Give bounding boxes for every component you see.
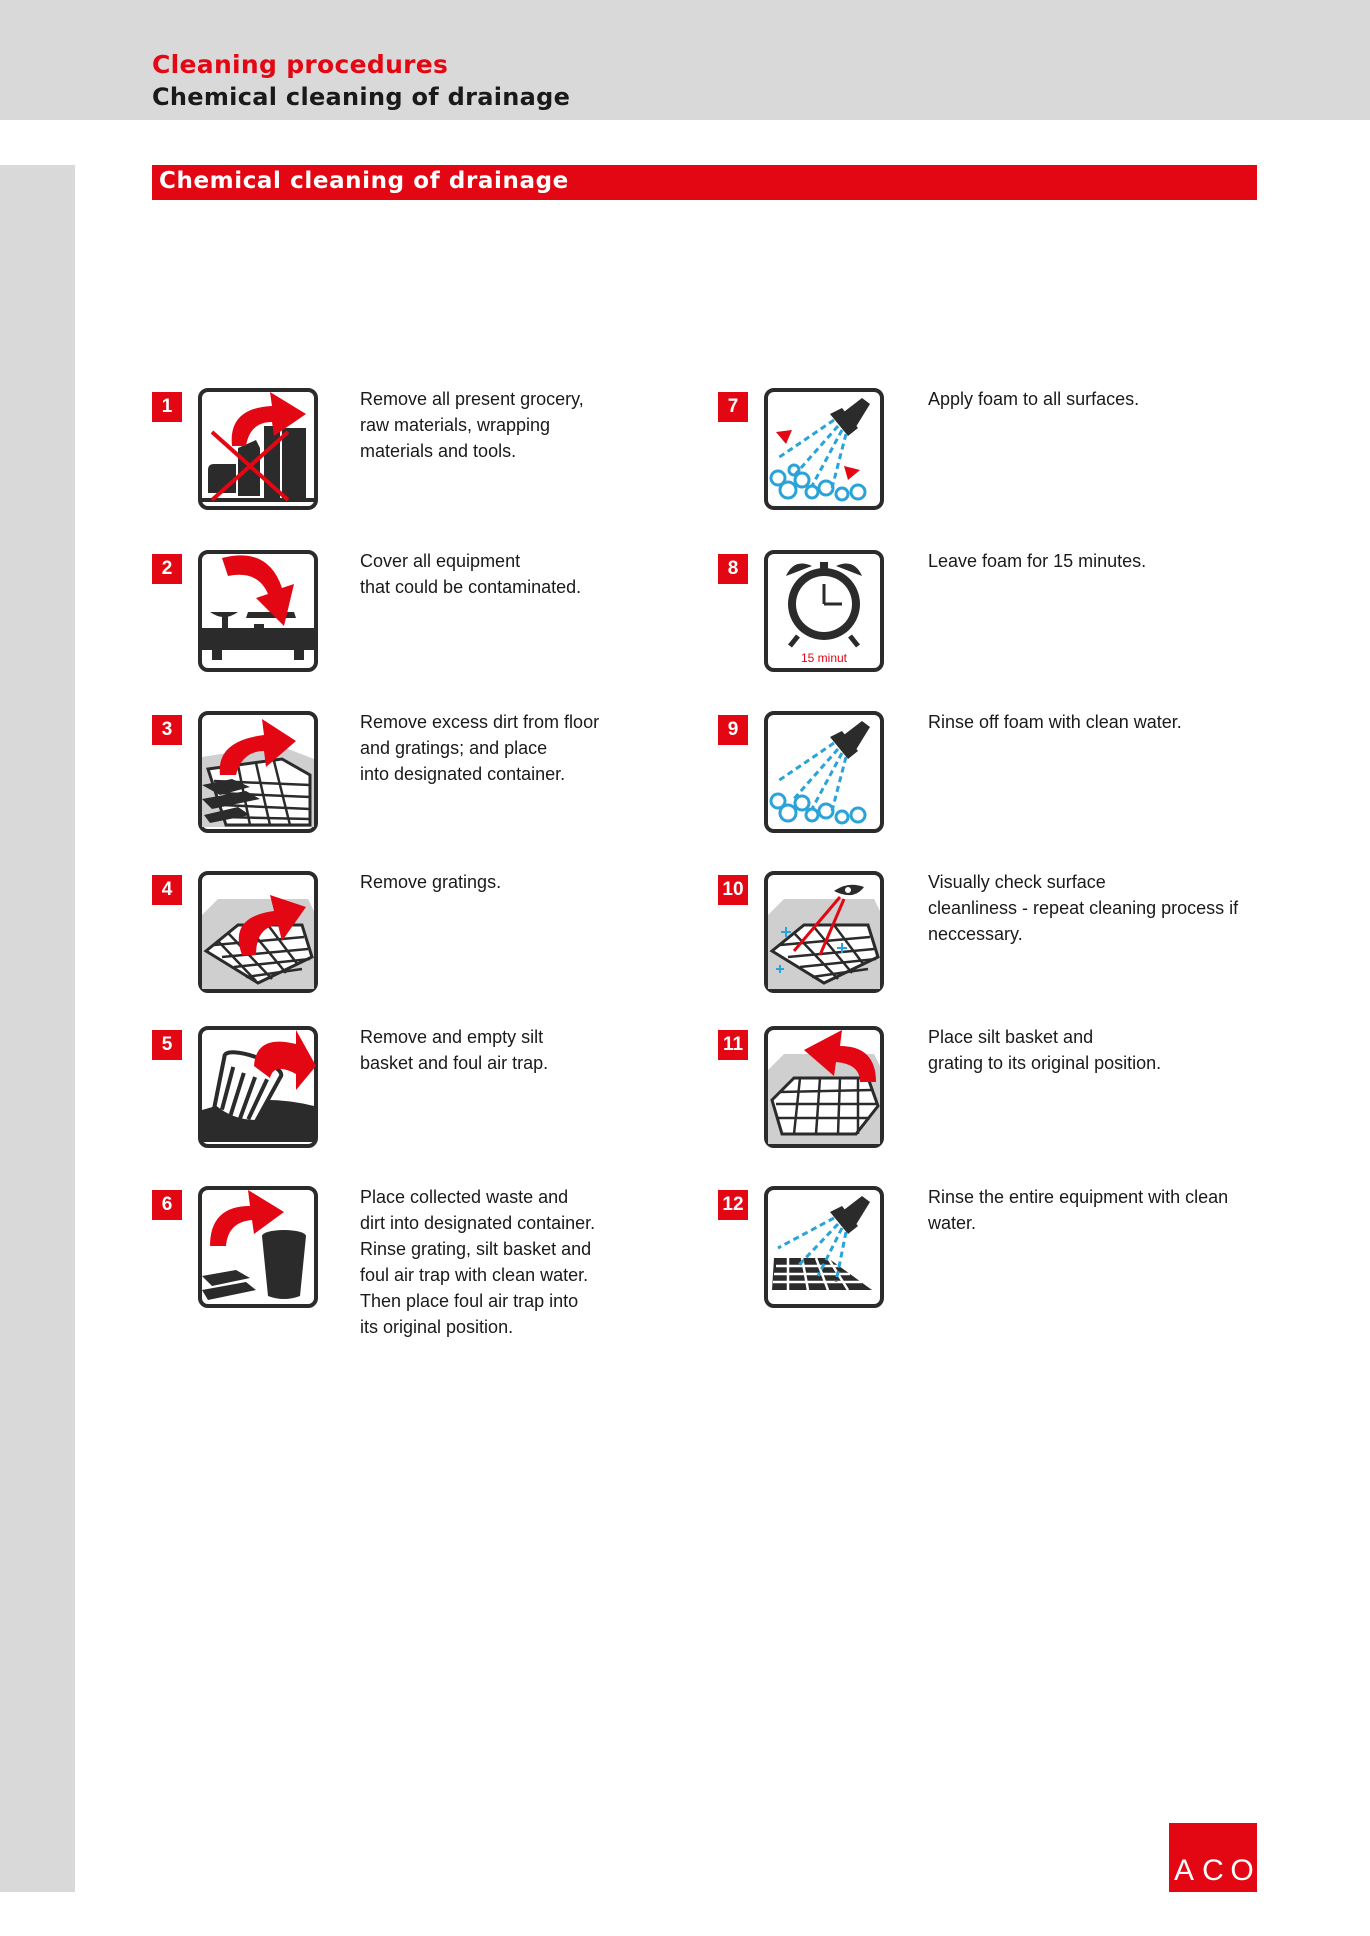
step-number-badge: 3: [152, 715, 182, 745]
step-description: Apply foam to all surfaces.: [928, 389, 1140, 409]
step-number-badge: 12: [718, 1190, 748, 1220]
step-description: Visually check surface cleanliness - repeat cleaning process if neccessary.: [928, 872, 1239, 944]
step-number-badge: 11: [718, 1030, 748, 1060]
step-description: Cover all equipment that could be contaminated.: [360, 551, 582, 597]
step-description: Place silt basket and grating to its original position.: [928, 1027, 1162, 1073]
apply-foam-icon: [764, 388, 884, 510]
step-number-badge: 7: [718, 392, 748, 422]
step-number-badge: 1: [152, 392, 182, 422]
visual-check-icon: [764, 871, 884, 993]
step-description: Remove all present grocery, raw materials, wrapping materials and tools.: [360, 389, 584, 461]
logo-letter: C: [1202, 1854, 1224, 1887]
empty-silt-basket-icon: [198, 1026, 318, 1148]
alarm-clock-icon: [764, 550, 884, 672]
section-title: Chemical cleaning of drainage: [159, 168, 569, 194]
step-number-badge: 10: [718, 875, 748, 905]
step-7: [718, 389, 1278, 542]
cover-equipment-icon: [198, 550, 318, 672]
header-subtitle: Chemical cleaning of drainage: [152, 83, 571, 111]
step-11: [718, 1027, 1278, 1180]
step-6: [152, 1187, 712, 1340]
logo-letter: O: [1230, 1854, 1254, 1887]
step-5: [152, 1027, 712, 1180]
logo-letter: A: [1173, 1854, 1194, 1887]
section-bar: [152, 165, 1257, 200]
clock-caption: 15 minut: [800, 651, 848, 665]
side-strip: [0, 165, 75, 1892]
header-kicker: Cleaning procedures: [152, 50, 449, 79]
waste-container-icon: [198, 1186, 318, 1308]
step-number-badge: 6: [152, 1190, 182, 1220]
step-number-badge: 8: [718, 554, 748, 584]
step-number-badge: 9: [718, 715, 748, 745]
step-number-badge: 4: [152, 875, 182, 905]
step-description: Remove excess dirt from floor and gratings; and place into designated container.: [360, 712, 600, 784]
step-description: Rinse the entire equipment with clean water.: [928, 1187, 1229, 1233]
step-12: [718, 1187, 1278, 1340]
step-description: Leave foam for 15 minutes.: [928, 551, 1147, 571]
step-1: [152, 389, 712, 542]
step-number-badge: 5: [152, 1030, 182, 1060]
step-number-badge: 2: [152, 554, 182, 584]
step-description: Rinse off foam with clean water.: [928, 712, 1182, 732]
rinse-foam-icon: [764, 711, 884, 833]
step-9: [718, 712, 1278, 865]
remove-dirt-icon: [198, 711, 318, 833]
step-8: [718, 551, 1278, 704]
replace-grating-icon: [764, 1026, 884, 1148]
step-description: Remove and empty silt basket and foul air trap.: [360, 1027, 549, 1073]
step-description: Remove gratings.: [360, 872, 502, 892]
step-description: Place collected waste and dirt into designated container. Rinse grating, silt basket and foul air trap with clean water. Then place foul air trap into its original position.: [360, 1187, 596, 1337]
aco-logo: [1169, 1823, 1257, 1892]
step-10: [718, 872, 1278, 1025]
step-2: [152, 551, 712, 704]
rinse-equipment-icon: [764, 1186, 884, 1308]
remove-grating-icon: [198, 871, 318, 993]
step-3: [152, 712, 712, 865]
remove-items-icon: [198, 388, 318, 510]
step-4: [152, 872, 712, 1025]
